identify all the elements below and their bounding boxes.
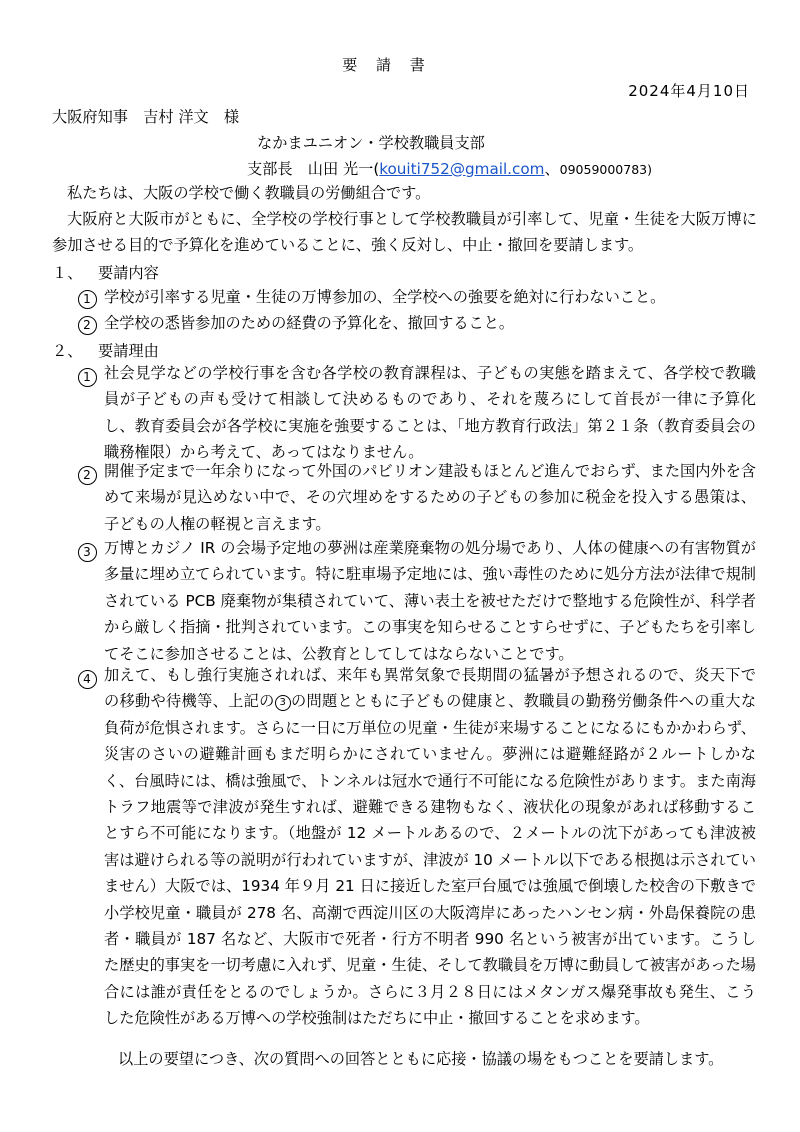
section-2-item-4-text	[104, 662, 756, 1032]
section-1-item-2-text: 全学校の悉皆参加のための経費の予算化を、撤回すること。	[104, 314, 515, 332]
section-2-item-3-text: 万博とカジノ IR の会場予定地の夢洲は産業廃棄物の処分場であり、人体の健康への有害物質が多量に埋め立てられています。特に駐車場予定地には、強い毒性のために処分方法が法律で規制されている PCB 廃棄物が集積されていて、薄い表土を被せただけで整地する危険性が、科学者から厳しく指摘・批判されています。この事実を知らせることすらせずに、子どもたちを引率してそこに参加させることは、公教育としてしてはならないことです。	[104, 539, 756, 663]
phone-number: 09059000783)	[559, 162, 652, 177]
section-2-item-1-mark: 1	[77, 366, 97, 386]
section-2-item-1-text: 社会見学などの学校行事を含む各学校の教育課程は、子どもの実態を踏まえて、各学校で教職員が子どもの声も受けて相談して決めるものであり、それを蔑ろにして首長が一律に予算化し、教育委員会が各学校に実施を強要することは、「地方教育行政法」第２１条（教育委員会の職務権限）から考えて、あってはなりません。	[104, 364, 756, 462]
email-link[interactable]: kouiti752@gmail.com	[379, 160, 545, 178]
section-2-number: ２、	[52, 342, 83, 360]
intro-paragraph-1: 私たちは、大阪の学校で働く教職員の労働組合です。	[67, 184, 431, 202]
section-1-item-2-mark: 2	[77, 314, 97, 334]
item-4-text-part-b: の問題とともに子どもの健康と、教職員の勤務労働条件への重大な負荷が危惧されます。さらに一日に万単位の児童・生徒が来場することになるにもかかわらず、災害のさいの避難計画もまだ明らかにされていません。夢洲には避難経路が２ルートしかなく、台風時には、橋は強風で、トンネルは冠水で通行不可能になる危険性があります。また南海トラフ地震等で津波が発生すれば、避難できる建物もなく、液状化の現象があれば移動することすら不可能になります。（地盤が 12 メートルあるので、２メートルの沈下があっても津波被害は避けられる等の説明が行われていますが、津波が 10 メートル以下である根拠は示されていません）大阪では、1934 年９月 21 日に接近した室戸台風では強風で倒壊した校舎の下敷きで小学校児童・職員が 278 名、高潮で西淀川区の大阪湾岸にあったハンセン病・外島保養院の患者・職員が 187 名など、大阪市で死者・行方不明者 990 名という被害が出ています。こうした歴史的事実を一切考慮に入れず、児童・生徒、そして教職員を万博に動員して被害があった場合には誰が責任をとるのでしょうか。さらに３月２８日にはメタンガス爆発事故も発生、こうした危険性がある万博への学校強制はただちに中止・撤回することを求めます。	[104, 692, 757, 1028]
section-1-number: １、	[52, 264, 83, 282]
section-2-item-2-mark: 2	[77, 464, 97, 484]
sender-representative	[247, 158, 652, 179]
separator: 、	[544, 160, 560, 178]
representative-name: 支部長 山田 光一(	[247, 160, 380, 178]
section-2-item-4-mark: 4	[77, 668, 97, 688]
section-1-item-1-mark: 1	[77, 288, 97, 308]
intro-paragraph-2: 大阪府と大阪市がともに、全学校の学校行事として学校教職員が引率して、児童・生徒を大阪万博に参加させる目的で予算化を進めていることに、強く反対し、中止・撤回を要請します。	[52, 210, 757, 255]
document-title: 要 請 書	[342, 56, 432, 74]
section-2-heading: 要請理由	[98, 342, 159, 360]
section-2-item-3-mark: 3	[77, 541, 97, 561]
section-1-heading: 要請内容	[98, 264, 159, 282]
sender-organization: なかまユニオン・学校教職員支部	[257, 134, 485, 152]
section-1-item-1-text: 学校が引率する児童・生徒の万博参加の、全学校への強要を絶対に行わないこと。	[104, 288, 666, 306]
inline-reference-mark: 3	[275, 695, 291, 711]
closing-statement: 以上の要望につき、次の質問への回答とともに応接・協議の場をもつことを要請します。	[118, 1050, 724, 1068]
document-date: 2024年4月10日	[628, 82, 750, 100]
addressee: 大阪府知事 吉村 洋文 様	[52, 108, 240, 126]
item-4-text-part-a: 加えて、もし強行実施されれば、来年も異常気象で長期間の猛暑が予想されるので、炎天下での移動や待機等、上記の	[104, 666, 756, 711]
section-2-item-2-text: 開催予定まで一年余りになって外国のパビリオン建設もほとんど進んでおらず、また国内外を含めて来場が見込めない中で、その穴埋めをするための子どもの参加に税金を投入する愚策は、子どもの人権の軽視と言えます。	[104, 462, 756, 533]
